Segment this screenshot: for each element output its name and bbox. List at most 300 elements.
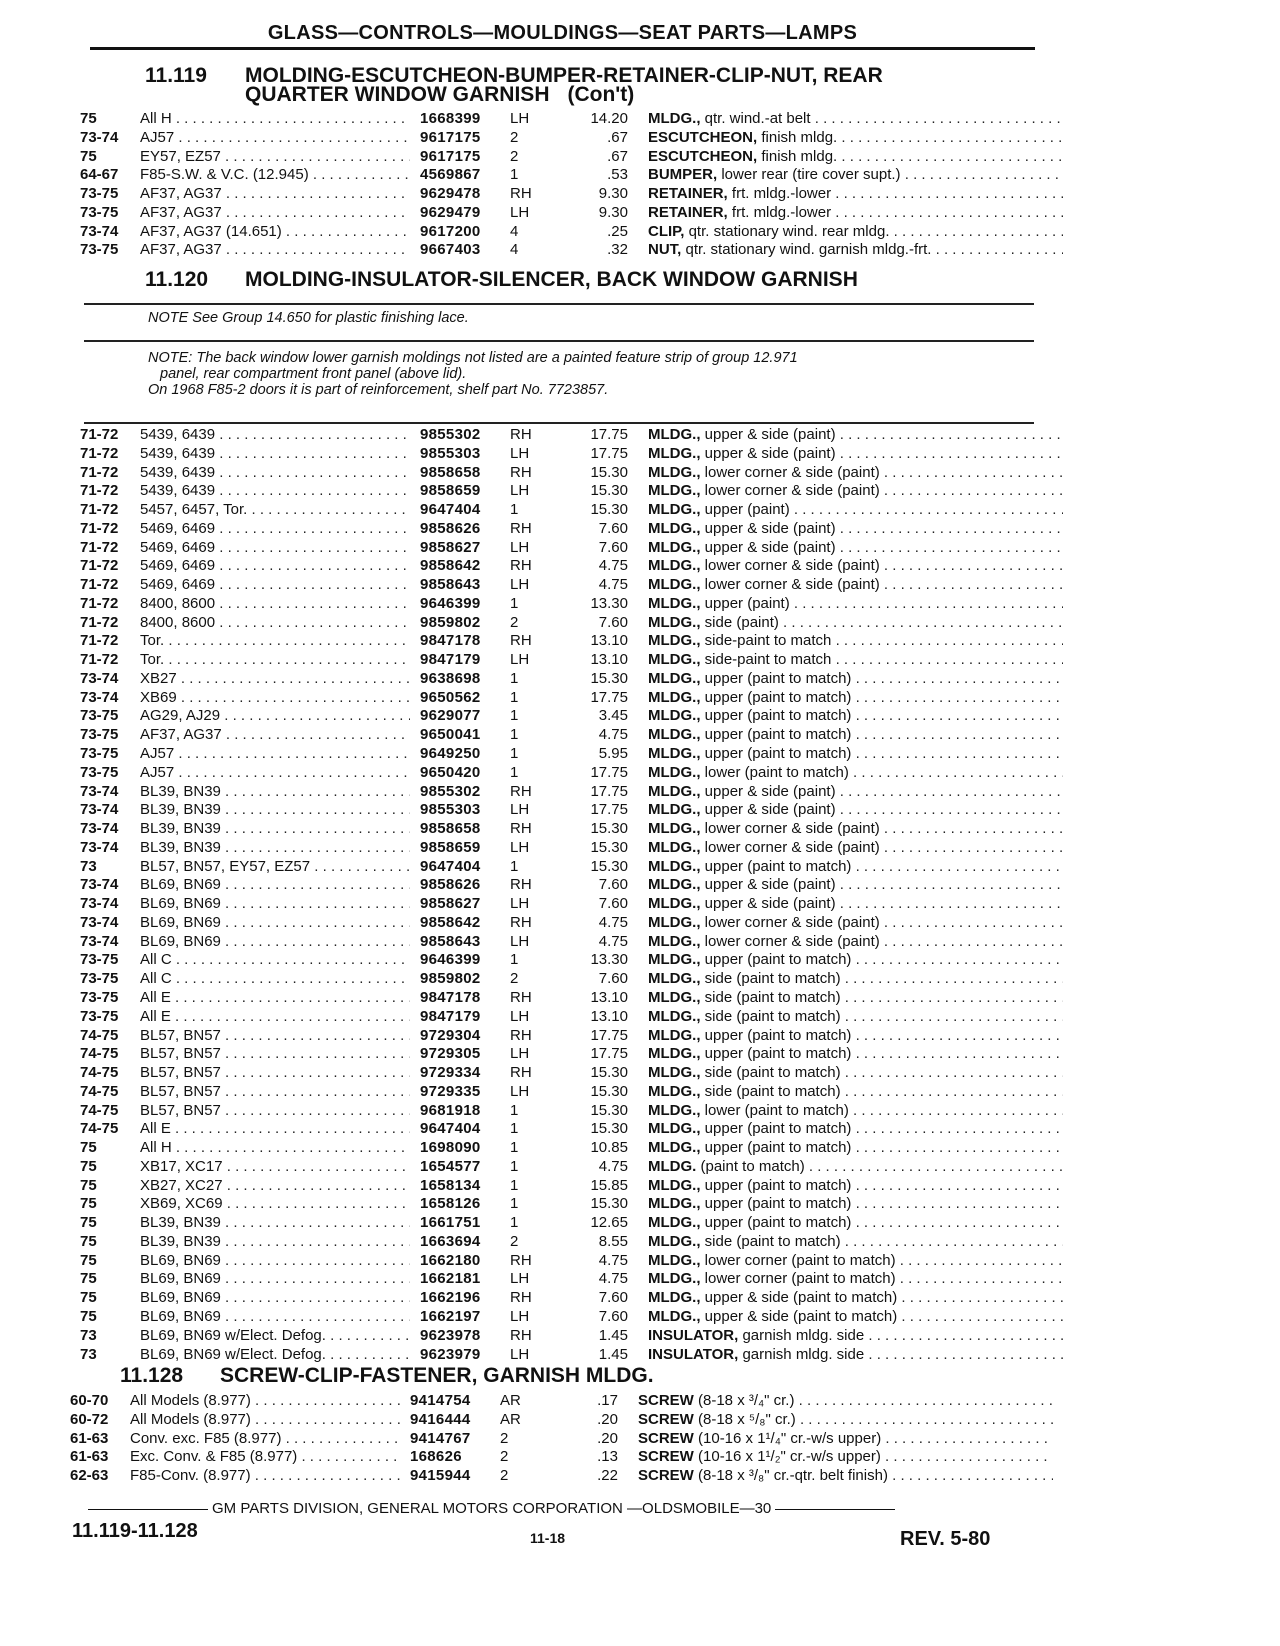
description-text: upper (paint to match) [700,1139,852,1157]
description-text: lower corner & side (paint) [700,576,880,594]
description-keyword: MLDG., [648,745,701,763]
part-number-cell: 1662181 [420,1270,481,1288]
table-row [80,241,1040,260]
description-cell [648,651,1063,670]
parts-list-11-119 [80,110,1040,260]
continued-label: (Con't) [567,83,635,106]
description-text: garnish mldg. side [738,1326,865,1344]
part-number-cell: 9629478 [420,185,481,203]
description-text: upper (paint to match) [700,1026,852,1044]
quantity-cell: 2 [510,1232,519,1250]
description-cell [638,1411,1053,1430]
table-row [80,1139,1040,1158]
description-cell [648,1064,1063,1083]
quantity-cell: 1 [510,745,519,763]
part-number-cell: 9729335 [420,1082,481,1100]
price-cell: .32 [607,241,628,259]
description-keyword: MLDG., [648,970,701,988]
description-text: upper (paint) [700,501,790,519]
model-cell: All C . . . [140,970,410,989]
table-row [70,1392,1030,1411]
description-keyword: MLDG., [648,1101,701,1119]
description-keyword: MLDG., [648,651,701,669]
price-cell: .13 [597,1448,618,1466]
model-cell: All E . . . [140,989,410,1008]
model-cell: 5469, 6469 . . . [140,576,410,595]
year-cell: 74-75 [80,1026,119,1044]
quantity-cell: LH [510,895,530,913]
part-number-cell: 9858658 [420,463,481,481]
year-cell: 74-75 [80,1120,119,1138]
part-number-cell: 1698090 [420,1139,481,1157]
price-cell: 4.75 [598,932,628,950]
model-cell: BL69, BN69 . . . [140,1270,410,1289]
part-number-cell: 9858643 [420,932,481,950]
quantity-cell: RH [510,1026,532,1044]
model-cell: BL69, BN69 . . . [140,895,410,914]
description-keyword: MLDG., [648,1176,701,1194]
table-row [80,576,1040,595]
description-text: upper & side (paint) [700,876,836,894]
price-cell: 15.30 [590,482,628,500]
model-cell: BL39, BN39 . . . [140,1214,410,1233]
description-cell [648,726,1063,745]
description-cell [648,1233,1063,1252]
description-cell [648,1289,1063,1308]
model-cell: BL57, BN57 . . . [140,1102,410,1121]
part-number-cell: 9650420 [420,763,481,781]
price-cell: 13.10 [590,1007,628,1025]
part-number-cell: 9638698 [420,669,481,687]
table-row [80,129,1040,148]
quantity-cell: LH [510,1045,530,1063]
description-cell [648,1158,1063,1177]
part-number-cell: 9855303 [420,801,481,819]
year-cell: 73-75 [80,1007,119,1025]
description-text: lower rear (tire cover supt.) [717,166,901,184]
model-cell: F85-Conv. (8.977) . . . [130,1467,400,1486]
table-row [80,445,1040,464]
quantity-cell: LH [510,110,530,127]
description-cell [648,764,1063,783]
price-cell: 7.60 [598,876,628,894]
model-cell: BL69, BN69 . . . [140,914,410,933]
description-cell [638,1448,1053,1467]
quantity-cell: 1 [510,1120,519,1138]
description-keyword: MLDG., [648,707,701,725]
table-row [80,839,1040,858]
description-keyword: MLDG., [648,669,701,687]
year-cell: 73-75 [80,185,119,203]
description-cell [648,1008,1063,1027]
table-row [80,223,1040,242]
part-number-cell: 1658126 [420,1195,481,1213]
description-text: lower corner (paint to match) [700,1270,896,1288]
description-keyword: INSULATOR, [648,1345,739,1363]
model-cell: XB27, XC27 . . . [140,1177,410,1196]
description-text: (paint to match) [696,1157,805,1175]
model-cell: 5469, 6469 . . . [140,539,410,558]
model-cell: All E . . . [140,1008,410,1027]
description-text: qtr. stationary wind. garnish mldg.-frt. [681,241,932,259]
quantity-cell: LH [510,203,530,221]
year-cell: 62-63 [70,1467,109,1485]
description-keyword: SCREW [638,1448,694,1466]
price-cell: .25 [607,222,628,240]
description-keyword: NUT, [648,241,682,259]
description-keyword: SCREW [638,1429,694,1447]
quantity-cell: RH [510,913,532,931]
year-cell: 75 [80,1270,97,1288]
part-number-cell: 9847178 [420,632,481,650]
part-number-cell: 9858627 [420,538,481,556]
part-number-cell: 9729334 [420,1064,481,1082]
description-text: finish mldg. [757,128,838,146]
description-cell [648,223,1063,242]
model-cell: BL57, BN57 . . . [140,1027,410,1046]
part-number-cell: 9847179 [420,651,481,669]
model-cell: AJ57 . . . [140,764,410,783]
quantity-cell: 1 [510,594,519,612]
description-text: upper (paint to match) [700,707,852,725]
year-cell: 75 [80,1289,97,1307]
model-cell: BL57, BN57, EY57, EZ57 . . . [140,858,410,877]
model-cell: XB69 . . . [140,689,410,708]
table-row [80,1045,1040,1064]
quantity-cell: 4 [510,241,519,259]
model-cell: BL39, BN39 . . . [140,801,410,820]
description-cell [638,1430,1053,1449]
quantity-cell: LH [510,1345,530,1363]
table-row [80,1214,1040,1233]
quantity-cell: 1 [510,1176,519,1194]
part-number-cell: 9847178 [420,988,481,1006]
table-row [80,595,1040,614]
description-keyword: RETAINER, [648,185,728,203]
quantity-cell: RH [510,557,532,575]
description-text: upper (paint to match) [700,1045,852,1063]
model-cell: XB69, XC69 . . . [140,1195,410,1214]
table-row [70,1430,1030,1449]
part-number-cell: 9855303 [420,444,481,462]
description-text: side (paint to match) [700,970,841,988]
description-cell [648,1346,1063,1365]
quantity-cell: 1 [510,1214,519,1232]
page-title: GLASS—CONTROLS—MOULDINGS—SEAT PARTS—LAMPS [90,22,1035,50]
price-cell: 15.30 [590,463,628,481]
part-number-cell: 9629479 [420,203,481,221]
description-text: upper & side (paint to match) [700,1289,898,1307]
year-cell: 73-75 [80,707,119,725]
model-cell: All H . . . [140,110,410,129]
table-row [80,166,1040,185]
year-cell: 75 [80,1157,97,1175]
table-row [80,1346,1040,1365]
quantity-cell: LH [510,444,530,462]
description-keyword: MLDG., [648,951,701,969]
description-text: upper & side (paint) [700,519,836,537]
description-keyword: MLDG., [648,988,701,1006]
description-keyword: ESCUTCHEON, [648,147,758,165]
quantity-cell: LH [510,576,530,594]
quantity-cell: 2 [510,613,519,631]
part-number-cell: 9650041 [420,726,481,744]
description-text: upper & side (paint) [700,538,836,556]
year-cell: 73-74 [80,688,119,706]
table-row [80,1158,1040,1177]
model-cell: Tor. . . . [140,651,410,670]
year-cell: 73 [80,1326,97,1344]
price-cell: 13.10 [590,632,628,650]
price-cell: 17.75 [590,1045,628,1063]
quantity-cell: LH [510,538,530,556]
model-cell: 5439, 6439 . . . [140,445,410,464]
price-cell: 4.75 [598,913,628,931]
model-cell: 5439, 6439 . . . [140,426,410,445]
quantity-cell: 1 [510,688,519,706]
description-keyword: MLDG., [648,876,701,894]
quantity-cell: LH [510,1007,530,1025]
description-text: upper (paint to match) [700,688,852,706]
price-cell: .20 [597,1429,618,1447]
price-cell: 17.75 [590,801,628,819]
description-keyword: MLDG., [648,1289,701,1307]
year-cell: 71-72 [80,557,119,575]
description-text: upper (paint to match) [700,1214,852,1232]
table-row [80,1064,1040,1083]
description-keyword: MLDG., [648,913,701,931]
table-row [80,651,1040,670]
note-plastic-lace: NOTE See Group 14.650 for plastic finishing lace. [148,310,469,326]
table-row [80,632,1040,651]
section-number: 11.120 [145,268,209,291]
description-keyword: MLDG., [648,613,701,631]
description-cell [648,1270,1063,1289]
year-cell: 73-74 [80,782,119,800]
part-number-cell: 1662196 [420,1289,481,1307]
year-cell: 75 [80,1139,97,1157]
model-cell: All Models (8.977) . . . [130,1411,400,1430]
description-text: frt. mldg.-lower [727,185,832,203]
year-cell: 60-70 [70,1392,109,1409]
price-cell: 7.60 [598,1289,628,1307]
year-cell: 75 [80,1232,97,1250]
description-cell [648,1214,1063,1233]
model-cell: 5457, 6457, Tor. . . . [140,501,410,520]
model-cell: AF37, AG37 (14.651) . . . [140,223,410,242]
table-row [80,539,1040,558]
description-text: side (paint to match) [700,1232,841,1250]
description-text: lower corner & side (paint) [700,463,880,481]
part-number-cell: 9623978 [420,1326,481,1344]
quantity-cell: RH [510,782,532,800]
description-cell [648,241,1063,260]
description-text: lower corner & side (paint) [700,482,880,500]
description-text: qtr. wind.-at belt [700,110,811,127]
table-row [80,970,1040,989]
price-cell: 8.55 [598,1232,628,1250]
description-cell [648,614,1063,633]
price-cell: 15.30 [590,1195,628,1213]
part-number-cell: 9855302 [420,426,481,443]
description-text: lower corner & side (paint) [700,913,880,931]
price-cell: 14.20 [590,110,628,127]
model-cell: BL39, BN39 . . . [140,1233,410,1252]
part-number-cell: 9646399 [420,951,481,969]
description-cell [648,801,1063,820]
description-keyword: MLDG., [648,838,701,856]
table-row [80,858,1040,877]
description-text: (10-16 x 1¹/₂" cr.-w/s upper) [693,1448,881,1466]
quantity-cell: 1 [510,707,519,725]
description-text: lower corner & side (paint) [700,820,880,838]
description-cell [648,482,1063,501]
price-cell: 3.45 [598,707,628,725]
price-cell: 15.85 [590,1176,628,1194]
part-number-cell: 9647404 [420,857,481,875]
part-number-cell: 9859802 [420,970,481,988]
year-cell: 60-72 [70,1410,109,1428]
table-row [70,1411,1030,1430]
description-cell [648,632,1063,651]
description-keyword: CLIP, [648,222,685,240]
description-cell [648,185,1063,204]
part-number-cell: 168626 [410,1448,462,1466]
description-keyword: MLDG., [648,857,701,875]
year-cell: 71-72 [80,426,119,443]
divider [84,303,1034,305]
section-11-120-heading [145,270,858,289]
section-title-line1: MOLDING-ESCUTCHEON-BUMPER-RETAINER-CLIP-NUT, REAR [245,64,883,87]
price-cell: 15.30 [590,820,628,838]
description-text: upper (paint to match) [700,1195,852,1213]
description-keyword: MLDG., [648,801,701,819]
description-cell [648,914,1063,933]
description-cell [648,464,1063,483]
price-cell: 7.60 [598,519,628,537]
year-cell: 71-72 [80,632,119,650]
part-number-cell: 9414754 [410,1392,471,1409]
part-number-cell: 1654577 [420,1157,481,1175]
price-cell: 17.75 [590,763,628,781]
divider [84,340,1034,342]
description-cell [648,148,1063,167]
model-cell: Tor. . . . [140,632,410,651]
description-cell [638,1392,1053,1411]
section-11-128-heading [120,1366,654,1385]
year-cell: 71-72 [80,463,119,481]
part-number-cell: 9667403 [420,241,481,259]
table-row [80,783,1040,802]
price-cell: .17 [597,1392,618,1409]
model-cell: AG29, AJ29 . . . [140,707,410,726]
table-row [80,110,1040,129]
year-cell: 74-75 [80,1045,119,1063]
quantity-cell: 4 [510,222,519,240]
year-cell: 73-75 [80,970,119,988]
description-keyword: MLDG., [648,1307,701,1325]
description-text: upper & side (paint) [700,895,836,913]
year-cell: 73-74 [80,669,119,687]
footer-group-range: 11.119-11.128 [72,1520,198,1542]
description-keyword: MLDG., [648,538,701,556]
description-keyword: MLDG., [648,1082,701,1100]
year-cell: 73-75 [80,745,119,763]
description-keyword: MLDG., [648,1120,701,1138]
price-cell: 12.65 [590,1214,628,1232]
quantity-cell: LH [510,932,530,950]
model-cell: BL57, BN57 . . . [140,1045,410,1064]
part-number-cell: 9858642 [420,557,481,575]
description-keyword: MLDG., [648,1026,701,1044]
section-11-119-heading [145,66,883,104]
section-number: 11.128 [120,1364,184,1387]
year-cell: 74-75 [80,1082,119,1100]
quantity-cell: LH [510,651,530,669]
description-keyword: MLDG., [648,726,701,744]
description-cell [648,204,1063,223]
part-number-cell: 1668399 [420,110,481,127]
description-text: lower (paint to match) [700,1101,849,1119]
table-row [80,1233,1040,1252]
description-cell [648,557,1063,576]
part-number-cell: 9681918 [420,1101,481,1119]
price-cell: 7.60 [598,1307,628,1325]
year-cell: 73-74 [80,895,119,913]
price-cell: 15.30 [590,1082,628,1100]
quantity-cell: LH [510,1307,530,1325]
price-cell: 1.45 [598,1326,628,1344]
table-row [70,1467,1030,1486]
model-cell: XB17, XC17 . . . [140,1158,410,1177]
quantity-cell: 1 [510,857,519,875]
price-cell: 13.30 [590,594,628,612]
table-row [80,820,1040,839]
quantity-cell: RH [510,1251,532,1269]
footer-division-line: GM PARTS DIVISION, GENERAL MOTORS CORPORATION —OLDSMOBILE—30 [84,1500,899,1517]
description-keyword: INSULATOR, [648,1326,739,1344]
description-keyword: MLDG., [648,1251,701,1269]
description-cell [648,1308,1063,1327]
table-row [80,951,1040,970]
price-cell: 7.60 [598,538,628,556]
description-cell [648,445,1063,464]
description-keyword: MLDG., [648,632,701,650]
table-row [80,801,1040,820]
model-cell: BL39, BN39 . . . [140,820,410,839]
model-cell: AF37, AG37 . . . [140,726,410,745]
model-cell: 5469, 6469 . . . [140,557,410,576]
part-number-cell: 1663694 [420,1232,481,1250]
table-row [80,520,1040,539]
quantity-cell: 1 [510,951,519,969]
table-row [70,1448,1030,1467]
description-cell [648,520,1063,539]
year-cell: 71-72 [80,594,119,612]
quantity-cell: RH [510,1289,532,1307]
price-cell: 17.75 [590,1026,628,1044]
description-cell [648,670,1063,689]
description-text: finish mldg. [757,147,838,165]
price-cell: 9.30 [598,203,628,221]
table-row [80,1008,1040,1027]
description-cell [648,876,1063,895]
model-cell: All H . . . [140,1139,410,1158]
price-cell: 15.30 [590,838,628,856]
description-text: upper & side (paint) [700,782,836,800]
model-cell: XB27 . . . [140,670,410,689]
description-text: (10-16 x 1¹/₄" cr.-w/s upper) [693,1429,882,1447]
